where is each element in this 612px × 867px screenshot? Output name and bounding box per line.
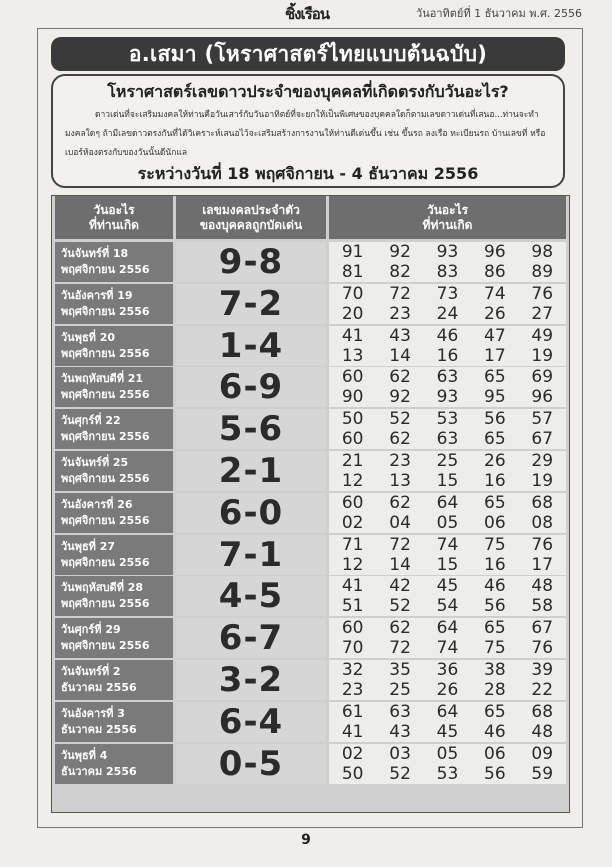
lucky-number: 39 bbox=[531, 660, 554, 680]
lucky-number: 23 bbox=[389, 451, 411, 471]
birth-day-cell bbox=[55, 242, 173, 282]
title-banner bbox=[51, 37, 565, 71]
number-line bbox=[329, 618, 566, 638]
lucky-number: 93 bbox=[436, 242, 459, 262]
birth-day-cell bbox=[55, 618, 173, 658]
number-line bbox=[329, 242, 566, 262]
table-row bbox=[52, 534, 569, 576]
lucky-number: 38 bbox=[484, 660, 506, 680]
birth-day-cell bbox=[55, 367, 173, 407]
lucky-number: 56 bbox=[484, 409, 506, 430]
month-label: พฤศจิกายน 2556 bbox=[61, 555, 150, 569]
lucky-number: 41 bbox=[341, 721, 364, 742]
lucky-number: 67 bbox=[531, 429, 554, 450]
lucky-number: 76 bbox=[531, 534, 554, 555]
number-line bbox=[329, 493, 566, 513]
lucky-number: 57 bbox=[531, 409, 554, 430]
number-line bbox=[329, 451, 566, 471]
lucky-number: 65 bbox=[484, 429, 506, 450]
day-label: วันจันทร์ที่ 2 bbox=[61, 665, 121, 678]
lucky-number: 76 bbox=[531, 638, 554, 659]
newspaper-logo: ชิ้งเรือน bbox=[285, 5, 329, 23]
lucky-number-cell: 9-8 bbox=[176, 242, 326, 282]
lucky-number: 96 bbox=[531, 387, 554, 408]
day-label: วันพุธที่ 4 bbox=[61, 748, 108, 762]
lucky-number: 52 bbox=[389, 596, 411, 617]
table-row bbox=[52, 283, 569, 325]
lucky-number-cell: 3-2 bbox=[176, 660, 326, 700]
number-line bbox=[329, 596, 566, 616]
lucky-number: 24 bbox=[436, 303, 459, 324]
birth-day-cell bbox=[55, 451, 173, 491]
lucky-number: 62 bbox=[389, 367, 411, 388]
lucky-number: 50 bbox=[341, 409, 364, 430]
number-line bbox=[329, 576, 566, 596]
lucky-number: 98 bbox=[531, 242, 554, 262]
lucky-number-cell: 1-4 bbox=[176, 326, 326, 366]
day-label: วันอังคารที่ 3 bbox=[61, 706, 125, 720]
number-line bbox=[329, 304, 566, 324]
lucky-number: 73 bbox=[436, 283, 459, 304]
table-row bbox=[52, 366, 569, 408]
lucky-number: 43 bbox=[389, 325, 411, 346]
lucky-number: 19 bbox=[531, 471, 554, 491]
lucky-number: 29 bbox=[531, 451, 554, 471]
lucky-number: 61 bbox=[341, 701, 364, 722]
lucky-number-cell: 5-6 bbox=[176, 409, 326, 449]
lucky-number: 26 bbox=[484, 451, 506, 471]
lucky-number: 86 bbox=[484, 262, 506, 282]
month-label: ธันวาคม 2556 bbox=[61, 681, 137, 694]
lucky-number: 41 bbox=[341, 325, 364, 346]
day-label: วันอังคารที่ 26 bbox=[61, 497, 133, 511]
lucky-number: 60 bbox=[341, 618, 364, 639]
lucky-number-cell: 6-0 bbox=[176, 493, 326, 533]
table-row bbox=[52, 701, 569, 743]
lucky-number: 03 bbox=[389, 743, 411, 764]
lucky-number: 13 bbox=[341, 345, 364, 366]
header-lucky-number-line2: ของบุคคลถูกบัดเด่น bbox=[199, 217, 303, 232]
month-label: ธันวาคม 2556 bbox=[61, 764, 137, 778]
number-line bbox=[329, 471, 566, 491]
lucky-number: 60 bbox=[341, 429, 364, 450]
lucky-number: 64 bbox=[436, 701, 459, 722]
day-label: วันศุกร์ที่ 29 bbox=[61, 623, 121, 637]
lucky-number: 64 bbox=[436, 492, 459, 513]
month-label: พฤศจิกายน 2556 bbox=[61, 346, 150, 360]
lucky-number: 91 bbox=[341, 242, 364, 262]
lucky-number: 06 bbox=[484, 743, 506, 764]
day-label: วันศุกร์ที่ 22 bbox=[61, 414, 121, 428]
birth-day-cell bbox=[55, 284, 173, 324]
lucky-number: 52 bbox=[389, 763, 411, 784]
lucky-number: 90 bbox=[341, 387, 364, 408]
lucky-number: 32 bbox=[341, 660, 364, 680]
lucky-number: 82 bbox=[389, 262, 411, 282]
lucky-number: 62 bbox=[389, 618, 411, 639]
lucky-number-cell: 7-2 bbox=[176, 284, 326, 324]
lucky-number: 25 bbox=[436, 451, 459, 471]
lucky-number: 95 bbox=[484, 387, 506, 408]
lucky-number: 81 bbox=[341, 262, 364, 282]
lucky-number: 51 bbox=[341, 596, 364, 617]
table-row bbox=[52, 575, 569, 617]
lucky-number: 46 bbox=[484, 721, 506, 742]
birth-day-cell bbox=[55, 702, 173, 742]
lucky-number: 71 bbox=[341, 534, 364, 555]
lucky-number: 64 bbox=[436, 618, 459, 639]
lucky-number-cell: 6-7 bbox=[176, 618, 326, 658]
lucky-number: 17 bbox=[531, 554, 554, 575]
lucky-number: 16 bbox=[484, 471, 506, 491]
intro-box bbox=[51, 74, 565, 188]
lucky-number-cell: 7-1 bbox=[176, 535, 326, 575]
lucky-number: 47 bbox=[484, 325, 506, 346]
birth-day-cell bbox=[55, 576, 173, 616]
lucky-number: 53 bbox=[436, 763, 459, 784]
header-lucky-number-line1: เลขมงคลประจำตัว bbox=[202, 202, 300, 217]
day-label: วันพฤหัสบดีที่ 21 bbox=[61, 372, 144, 386]
lucky-number: 12 bbox=[341, 554, 364, 575]
born-numbers-cell bbox=[329, 493, 566, 533]
month-label: พฤศจิกายน 2556 bbox=[61, 639, 150, 653]
lucky-number: 58 bbox=[531, 596, 554, 617]
number-line bbox=[329, 680, 566, 700]
lucky-number-cell: 4-5 bbox=[176, 576, 326, 616]
lucky-number: 65 bbox=[484, 492, 506, 513]
lucky-number-cell: 6-4 bbox=[176, 702, 326, 742]
lucky-number: 72 bbox=[389, 638, 411, 659]
header-lucky-number bbox=[176, 196, 326, 239]
lucky-number: 60 bbox=[341, 492, 364, 513]
born-numbers-cell bbox=[329, 451, 566, 491]
number-line bbox=[329, 535, 566, 555]
lucky-number: 69 bbox=[531, 367, 554, 388]
lucky-number: 54 bbox=[436, 596, 459, 617]
header-birth-day-line1: วันอะไร bbox=[93, 202, 135, 217]
lucky-number: 41 bbox=[341, 576, 364, 597]
lucky-number: 15 bbox=[436, 471, 459, 491]
intro-headline: โหราศาสตร์เลขดาวประจำของบุคคลที่เกิดตรงกับวันอะไร? bbox=[107, 82, 509, 101]
birth-day-cell bbox=[55, 744, 173, 784]
header-birth-day-line2: ที่ท่านเกิด bbox=[89, 217, 139, 232]
number-line bbox=[329, 660, 566, 680]
number-line bbox=[329, 429, 566, 449]
page-title: อ.เสมา (โหราศาสตร์ไทยแบบต้นฉบับ) bbox=[128, 41, 488, 66]
lucky-number: 22 bbox=[531, 680, 554, 700]
lucky-number: 68 bbox=[531, 492, 554, 513]
lucky-number: 26 bbox=[484, 303, 506, 324]
number-line bbox=[329, 513, 566, 533]
date-range: ระหว่างวันที่ 18 พฤศจิกายน - 4 ธันวาคม 2556 bbox=[137, 164, 479, 183]
number-line bbox=[329, 702, 566, 722]
lucky-number: 65 bbox=[484, 701, 506, 722]
lucky-number: 56 bbox=[484, 596, 506, 617]
lucky-number: 92 bbox=[389, 242, 411, 262]
born-numbers-cell bbox=[329, 535, 566, 575]
month-label: พฤศจิกายน 2556 bbox=[61, 472, 150, 485]
number-line bbox=[329, 409, 566, 429]
month-label: พฤศจิกายน 2556 bbox=[61, 304, 150, 318]
lucky-number: 62 bbox=[389, 492, 411, 513]
lucky-number: 46 bbox=[436, 325, 459, 346]
lucky-number: 20 bbox=[341, 303, 364, 324]
lucky-number: 65 bbox=[484, 618, 506, 639]
lucky-number: 16 bbox=[484, 554, 506, 575]
lucky-number: 74 bbox=[436, 534, 459, 555]
table-row bbox=[52, 241, 569, 283]
lucky-number-table bbox=[51, 195, 570, 813]
lucky-number: 63 bbox=[389, 701, 411, 722]
lucky-number: 46 bbox=[484, 576, 506, 597]
lucky-number: 06 bbox=[484, 512, 506, 533]
lucky-number: 14 bbox=[389, 345, 411, 366]
intro-body: ดาวเด่นที่จะเสริมมงคลให้ท่านคือวันเสาร์กับวันอาทิตย์ที่จะยกให้เป็นพิเศษของบุคคลใดก็ตามเลขดาวเด่นที่เสนอ...ท่านจะทำมงคลใดๆ ถ้ามีเลขดาวตรงกันที่ได้วิเคราะห์เสนอไว้จะเสริมสร้างการงานให้ท่านดีเด่นขึ้น เช่น ขึ้นรถ ลงเรือ ทะเบียนรถ บ้านเลขที่ หรือ เบอร์ห้องตรงกับของวันนั้นดีนักแล bbox=[65, 110, 546, 158]
table-row bbox=[52, 743, 569, 785]
page-number: 9 bbox=[301, 832, 311, 848]
lucky-number: 21 bbox=[341, 451, 364, 471]
lucky-number: 49 bbox=[531, 325, 554, 346]
birth-day-cell bbox=[55, 326, 173, 366]
lucky-number-cell: 2-1 bbox=[176, 451, 326, 491]
month-label: พฤศจิกายน 2556 bbox=[61, 513, 150, 527]
lucky-number: 19 bbox=[531, 345, 554, 366]
lucky-number: 02 bbox=[341, 743, 364, 764]
lucky-number: 09 bbox=[531, 743, 554, 764]
lucky-number: 59 bbox=[531, 763, 554, 784]
number-line bbox=[329, 764, 566, 784]
lucky-number: 05 bbox=[436, 743, 459, 764]
masthead bbox=[0, 0, 612, 26]
lucky-number: 89 bbox=[531, 262, 554, 282]
lucky-number: 27 bbox=[531, 303, 554, 324]
lucky-number: 23 bbox=[341, 680, 364, 700]
lucky-number: 42 bbox=[389, 576, 411, 597]
lucky-number: 50 bbox=[341, 763, 364, 784]
header-born-numbers-line2: ที่ท่านเกิด bbox=[422, 217, 473, 232]
day-label: วันพฤหัสบดีที่ 28 bbox=[61, 581, 144, 595]
born-numbers-cell bbox=[329, 242, 566, 282]
number-line bbox=[329, 346, 566, 366]
lucky-number: 14 bbox=[389, 554, 411, 575]
header-born-numbers-line1: วันอะไร bbox=[426, 202, 469, 217]
lucky-number: 23 bbox=[389, 303, 411, 324]
lucky-number: 63 bbox=[436, 429, 459, 450]
header-born-numbers bbox=[329, 196, 566, 239]
lucky-number: 67 bbox=[531, 618, 554, 639]
born-numbers-cell bbox=[329, 618, 566, 658]
day-label: วันอังคารที่ 19 bbox=[61, 288, 133, 302]
lucky-number: 15 bbox=[436, 554, 459, 575]
lucky-number: 70 bbox=[341, 283, 364, 304]
lucky-number: 25 bbox=[389, 680, 411, 700]
table-row bbox=[52, 450, 569, 492]
issue-date: วันอาทิตย์ที่ 1 ธันวาคม พ.ศ. 2556 bbox=[416, 7, 582, 20]
born-numbers-cell bbox=[329, 326, 566, 366]
header-birth-day bbox=[55, 196, 173, 239]
lucky-number: 12 bbox=[341, 471, 364, 491]
lucky-number: 53 bbox=[436, 409, 459, 430]
born-numbers-cell bbox=[329, 284, 566, 324]
born-numbers-cell bbox=[329, 409, 566, 449]
number-line bbox=[329, 326, 566, 346]
born-numbers-cell bbox=[329, 702, 566, 742]
lucky-number: 48 bbox=[531, 721, 554, 742]
birth-day-cell bbox=[55, 660, 173, 700]
table-row bbox=[52, 408, 569, 450]
table-row bbox=[52, 325, 569, 367]
lucky-number: 83 bbox=[436, 262, 459, 282]
lucky-number: 74 bbox=[436, 638, 459, 659]
table-row bbox=[52, 617, 569, 659]
number-line bbox=[329, 638, 566, 658]
lucky-number: 52 bbox=[389, 409, 411, 430]
lucky-number: 45 bbox=[436, 576, 459, 597]
lucky-number: 68 bbox=[531, 701, 554, 722]
lucky-number: 17 bbox=[484, 345, 506, 366]
lucky-number: 43 bbox=[389, 721, 411, 742]
lucky-number: 36 bbox=[436, 660, 459, 680]
lucky-number: 75 bbox=[484, 638, 506, 659]
lucky-number: 74 bbox=[484, 283, 506, 304]
lucky-number: 75 bbox=[484, 534, 506, 555]
lucky-number: 70 bbox=[341, 638, 364, 659]
lucky-number: 48 bbox=[531, 576, 554, 597]
birth-day-cell bbox=[55, 493, 173, 533]
lucky-number: 35 bbox=[389, 660, 411, 680]
lucky-number: 72 bbox=[389, 534, 411, 555]
table-row bbox=[52, 659, 569, 701]
lucky-number: 13 bbox=[389, 471, 411, 491]
month-label: พฤศจิกายน 2556 bbox=[61, 388, 150, 402]
lucky-number: 76 bbox=[531, 283, 554, 304]
lucky-number: 62 bbox=[389, 429, 411, 450]
day-label: วันจันทร์ที่ 25 bbox=[61, 456, 129, 469]
lucky-number: 63 bbox=[436, 367, 459, 388]
birth-day-cell bbox=[55, 535, 173, 575]
born-numbers-cell bbox=[329, 744, 566, 784]
day-label: วันจันทร์ที่ 18 bbox=[61, 247, 129, 260]
lucky-number: 93 bbox=[436, 387, 459, 408]
number-line bbox=[329, 744, 566, 764]
lucky-number: 92 bbox=[389, 387, 411, 408]
lucky-number: 72 bbox=[389, 283, 411, 304]
month-label: ธันวาคม 2556 bbox=[61, 722, 137, 736]
table-row bbox=[52, 492, 569, 534]
number-line bbox=[329, 387, 566, 407]
lucky-number: 65 bbox=[484, 367, 506, 388]
lucky-number: 08 bbox=[531, 512, 554, 533]
number-line bbox=[329, 722, 566, 742]
lucky-number: 16 bbox=[436, 345, 459, 366]
month-label: พฤศจิกายน 2556 bbox=[61, 430, 150, 444]
born-numbers-cell bbox=[329, 576, 566, 616]
number-line bbox=[329, 262, 566, 282]
birth-day-cell bbox=[55, 409, 173, 449]
lucky-number: 96 bbox=[484, 242, 506, 262]
born-numbers-cell bbox=[329, 660, 566, 700]
lucky-number: 60 bbox=[341, 367, 364, 388]
lucky-number-cell: 0-5 bbox=[176, 744, 326, 784]
lucky-number-cell: 6-9 bbox=[176, 367, 326, 407]
month-label: พฤศจิกายน 2556 bbox=[61, 597, 150, 611]
lucky-number: 26 bbox=[436, 680, 459, 700]
born-numbers-cell bbox=[329, 367, 566, 407]
lucky-number: 02 bbox=[341, 512, 364, 533]
lucky-number: 05 bbox=[436, 512, 459, 533]
lucky-number: 56 bbox=[484, 763, 506, 784]
lucky-number: 45 bbox=[436, 721, 459, 742]
number-line bbox=[329, 555, 566, 575]
number-line bbox=[329, 284, 566, 304]
day-label: วันพุธที่ 27 bbox=[61, 539, 116, 553]
number-line bbox=[329, 367, 566, 387]
lucky-number: 04 bbox=[389, 512, 411, 533]
day-label: วันพุธที่ 20 bbox=[61, 330, 116, 344]
lucky-number: 28 bbox=[484, 680, 506, 700]
month-label: พฤศจิกายน 2556 bbox=[61, 263, 150, 276]
